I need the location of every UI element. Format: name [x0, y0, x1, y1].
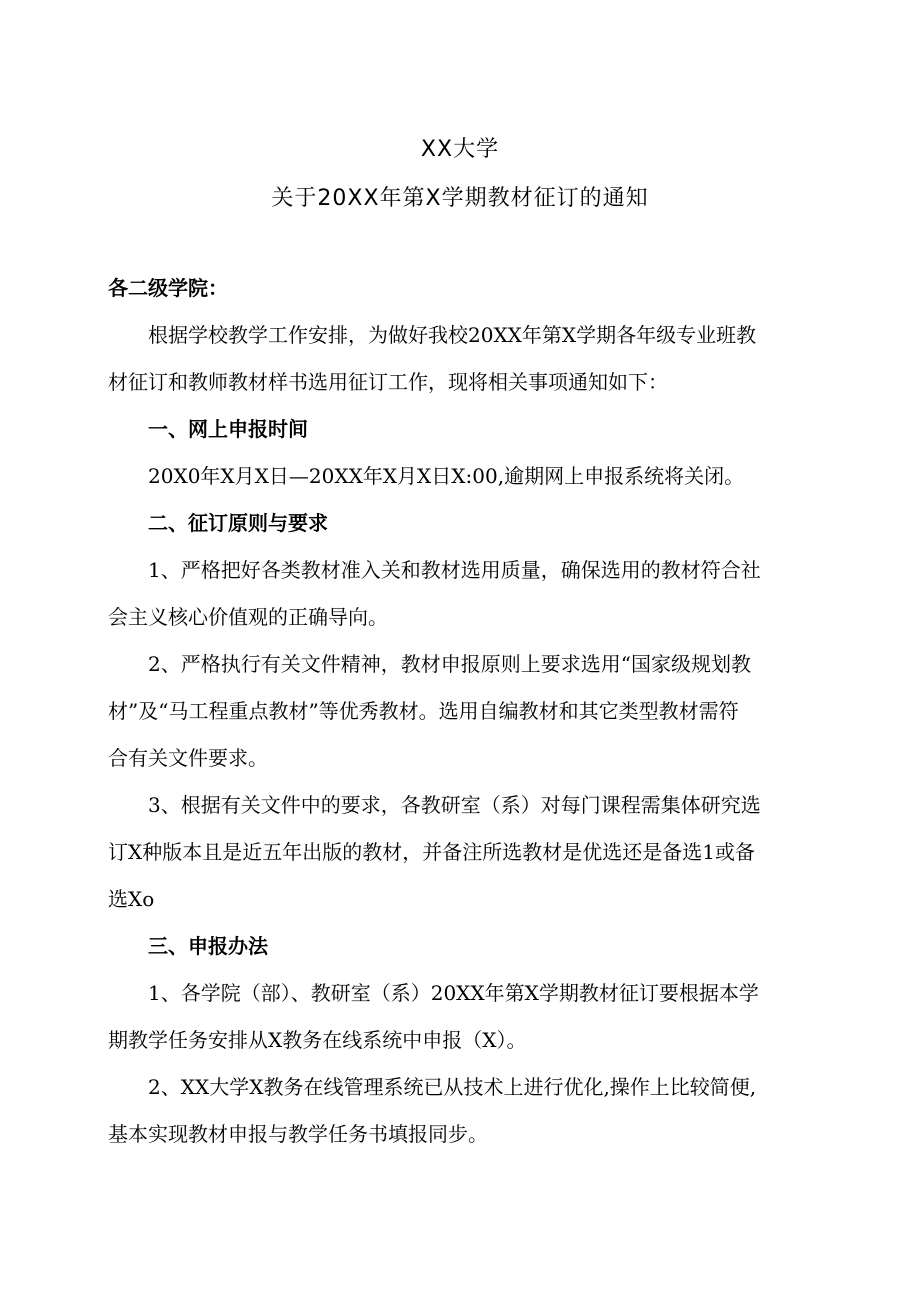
section3-item2-line-2: 基本实现教材申报与教学任务书填报同步。 — [108, 1122, 488, 1146]
section-heading-3: 三、申报办法 — [148, 934, 268, 958]
section-heading-2: 二、征订原则与要求 — [148, 511, 328, 535]
section2-item3-line-2: 订X种版本且是近五年出版的教材，并备注所选教材是优选还是备选1或备 — [108, 840, 755, 864]
university-name: XX大学 — [420, 137, 500, 162]
section2-item3-line-1: 3、根据有关文件中的要求，各教研室（系）对每门课程需集体研究选 — [148, 793, 761, 817]
section2-item1-line-2: 会主义核心价值观的正确导向。 — [108, 605, 388, 629]
notice-title: 关于20XX年第X学期教材征订的通知 — [271, 186, 649, 211]
section3-item2-line-1: 2、XX大学X教务在线管理系统已从技术上进行优化,操作上比较简便, — [148, 1075, 757, 1099]
intro-line-2: 材征订和教师教材样书选用征订工作，现将相关事项通知如下： — [108, 370, 668, 394]
document-body — [108, 265, 818, 1158]
section3-item1-line-1: 1、各学院（部）、教研室（系）20XX年第X学期教材征订要根据本学 — [148, 981, 759, 1005]
section3-item1-line-2: 期教学任务安排从X教务在线系统中申报（X）。 — [108, 1028, 527, 1052]
salutation: 各二级学院： — [108, 276, 228, 300]
section2-item1-line-1: 1、严格把好各类教材准入关和教材选用质量，确保选用的教材符合社 — [148, 558, 761, 582]
section2-item3-line-3: 选Xo — [108, 887, 155, 911]
intro-line-1: 根据学校教学工作安排，为做好我校20XX年第X学期各年级专业班教 — [148, 323, 757, 347]
section2-item2-line-3: 合有关文件要求。 — [108, 746, 268, 770]
section1-line-1: 20X0年X月X日—20XX年X月X日X:00,逾期网上申报系统将关闭。 — [148, 464, 745, 488]
section2-item2-line-2: 材”及“马工程重点教材”等优秀教材。选用自编教材和其它类型教材需符 — [108, 699, 739, 723]
section-heading-1: 一、网上申报时间 — [148, 417, 308, 441]
section2-item2-line-1: 2、严格执行有关文件精神，教材申报原则上要求选用“国家级规划教 — [148, 652, 751, 676]
